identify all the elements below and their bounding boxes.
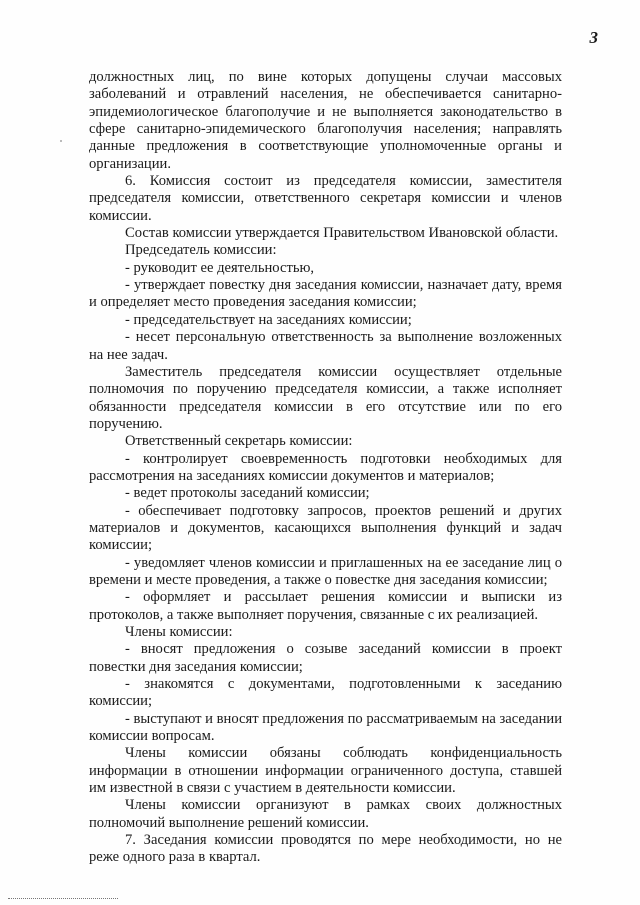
list-item-chairman-1: - руководит ее деятельностью, <box>125 259 315 276</box>
paragraph-continuation: должностных лиц, по вине которых допущены случаи массовых заболеваний и отравлений населения, не обеспечивается санитарно-эпидемиологическое благополучие и не выполняется законодательство в сфере санитарно-эпидемического благополучия населения; направлять данные предложения в соответствующие уполномоченные органы и организации. <box>89 69 562 172</box>
paragraph-item-6: 6. Комиссия состоит из председателя комиссии, заместителя председателя комиссии, ответственного секретаря комиссии и членов комиссии. <box>89 173 562 224</box>
paragraph-deputy: Заместитель председателя комиссии осуществляет отдельные полномочия по поручению председателя комиссии, а также исполняет обязанности председателя комиссии в его отсутствие или по его поручению. <box>89 363 562 432</box>
list-item-secretary-5: - оформляет и рассылает решения комиссии и выписки из протоколов, а также выполняет поручения, связанные с их реализацией. <box>89 589 562 623</box>
paragraph-composition: Состав комиссии утверждается Правительством Ивановской области. <box>125 225 559 242</box>
list-item-members-3: - выступают и вносят предложения по рассматриваемым на заседании комиссии вопросам. <box>89 710 563 745</box>
list-item-chairman-3: - председательствует на заседаниях комиссии; <box>125 311 412 328</box>
document-body <box>89 69 562 867</box>
paragraph-item-7: 7. Заседания комиссии проводятся по мере необходимости, но не реже одного раза в квартал. <box>89 832 562 866</box>
list-item-secretary-2: - ведет протоколы заседаний комиссии; <box>125 485 370 502</box>
scan-artifact-line <box>8 896 118 899</box>
paragraph-confidentiality: Члены комиссии обязаны соблюдать конфиденциальность информации в отношении информации ограниченного доступа, ставшей им известной в связи с участием в деятельности комиссии. <box>89 745 562 797</box>
list-item-chairman-4: - несет персональную ответственность за выполнение возложенных на нее задач. <box>89 329 562 363</box>
paragraph-members-heading: Члены комиссии: <box>125 624 233 640</box>
list-item-members-2: - знакомятся с документами, подготовленными к заседанию комиссии; <box>89 676 562 710</box>
scan-artifact <box>60 140 62 142</box>
paragraph-members-organize: Члены комиссии организуют в рамках своих должностных полномочий выполнение решений комиссии. <box>89 797 562 831</box>
paragraph-secretary-heading: Ответственный секретарь комиссии: <box>125 433 353 450</box>
paragraph-chairman-heading: Председатель комиссии: <box>125 242 277 259</box>
list-item-secretary-1: - контролирует своевременность подготовки необходимых для рассмотрения на заседаниях комиссии документов и материалов; <box>89 450 562 484</box>
list-item-members-1: - вносят предложения о созыве заседаний комиссии в проект повестки дня заседания комиссии; <box>89 641 562 675</box>
list-item-chairman-2: - утверждает повестку дня заседания комиссии, назначает дату, время и определяет место проведения заседания комиссии; <box>89 277 562 311</box>
page-number: 3 <box>589 28 598 47</box>
list-item-secretary-4: - уведомляет членов комиссии и приглашенных на ее заседание лиц о времени и месте проведения, а также о повестке дня заседания комиссии; <box>89 554 562 588</box>
list-item-secretary-3: - обеспечивает подготовку запросов, проектов решений и других материалов и документов, касающихся выполнения функций и задач комиссии; <box>89 502 562 554</box>
